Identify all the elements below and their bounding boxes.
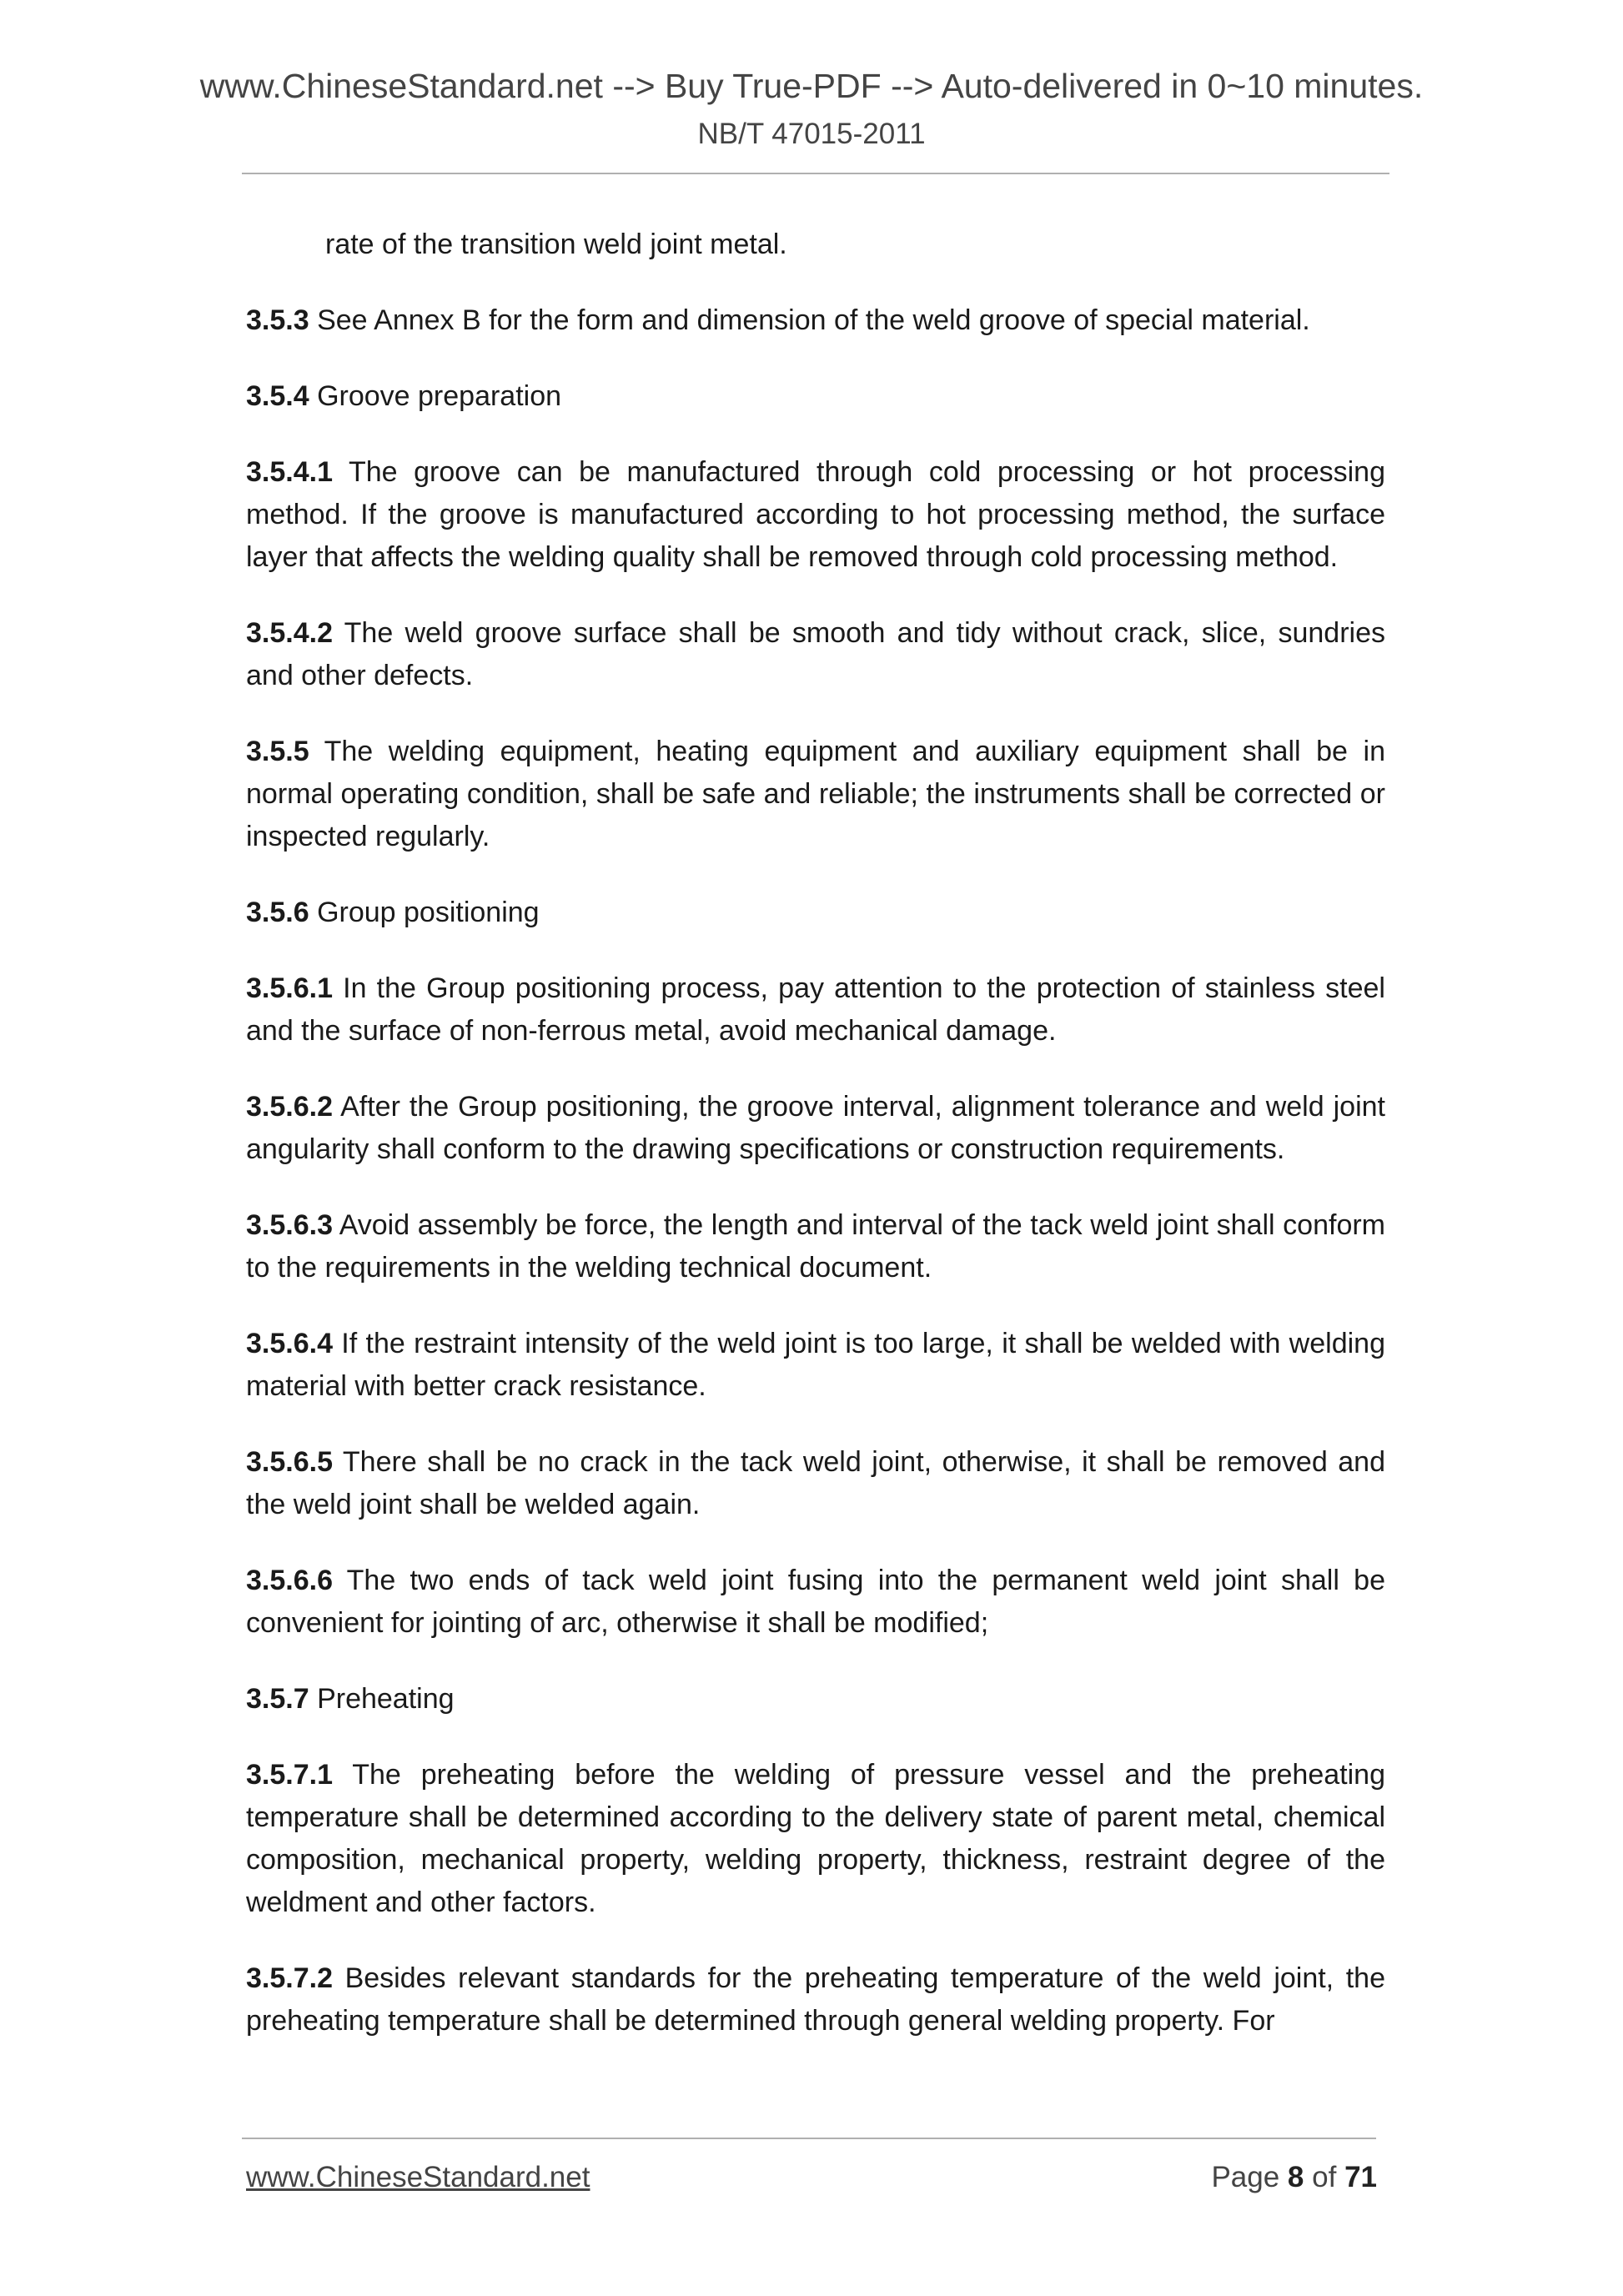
clause-text: Besides relevant standards for the preheating temperature of the weld joint, the preheating temperature shall be determined through general welding property. For — [246, 1962, 1385, 2037]
clause-number: 3.5.4 — [246, 380, 309, 412]
clause-number: 3.5.6.3 — [246, 1209, 333, 1241]
clause-text: See Annex B for the form and dimension of the weld groove of special material. — [317, 304, 1310, 336]
footer-divider — [242, 2138, 1376, 2139]
clause-3-5-6 — [246, 892, 1385, 934]
clause-text: Preheating — [317, 1683, 455, 1715]
clause-3-5-4 — [246, 375, 1385, 418]
clause-number: 3.5.6 — [246, 897, 309, 928]
header-divider — [242, 173, 1389, 174]
clause-text: Group positioning — [317, 897, 540, 928]
clause-number: 3.5.3 — [246, 304, 309, 336]
clause-number: 3.5.5 — [246, 736, 309, 767]
clause-number: 3.5.4.2 — [246, 617, 333, 649]
page-total: 71 — [1344, 2161, 1377, 2193]
clause-number: 3.5.6.5 — [246, 1446, 333, 1478]
clause-3-5-6-6 — [246, 1560, 1385, 1645]
clause-text: The welding equipment, heating equipment and auxiliary equipment shall be in normal operating condition, shall be safe and reliable; the instruments shall be corrected or inspected regularly. — [246, 736, 1385, 852]
page-indicator — [1211, 2160, 1377, 2195]
clause-number: 3.5.7.1 — [246, 1759, 333, 1791]
clause-3-5-6-4 — [246, 1323, 1385, 1408]
clause-text: Avoid assembly be force, the length and interval of the tack weld joint shall conform to the requirements in the welding technical document. — [246, 1209, 1386, 1284]
clause-3-5-6-5 — [246, 1441, 1385, 1526]
clause-text: After the Group positioning, the groove interval, alignment tolerance and weld joint angularity shall conform to the drawing specifications or construction requirements. — [246, 1091, 1385, 1165]
clause-3-5-7 — [246, 1678, 1385, 1721]
clause-text: The groove can be manufactured through cold processing or hot processing method. If the groove is manufactured according to hot processing method, the surface layer that affects the welding quality shall be removed through cold processing method. — [246, 456, 1385, 573]
clause-number: 3.5.6.1 — [246, 972, 333, 1004]
clause-text: Groove preparation — [317, 380, 562, 412]
document-body — [246, 224, 1385, 2076]
clause-number: 3.5.7.2 — [246, 1962, 333, 1994]
footer-site-link[interactable]: www.ChineseStandard.net — [246, 2161, 590, 2193]
clause-3-5-7-2 — [246, 1957, 1385, 2042]
clause-3-5-6-2 — [246, 1086, 1385, 1171]
clause-text: The two ends of tack weld joint fusing into the permanent weld joint shall be convenient for jointing of arc, otherwise it shall be modified; — [246, 1565, 1385, 1639]
clause-text: In the Group positioning process, pay attention to the protection of stainless steel and the surface of non-ferrous metal, avoid mechanical damage. — [246, 972, 1385, 1047]
clause-3-5-5 — [246, 731, 1385, 858]
clause-number: 3.5.6.4 — [246, 1328, 333, 1359]
clause-number: 3.5.6.6 — [246, 1565, 333, 1596]
clause-number: 3.5.7 — [246, 1683, 309, 1715]
page-of: of — [1312, 2161, 1337, 2193]
clause-number: 3.5.4.1 — [246, 456, 333, 488]
standard-code: NB/T 47015-2011 — [697, 118, 926, 150]
clause-number: 3.5.6.2 — [246, 1091, 333, 1123]
clause-text: The weld groove surface shall be smooth and tidy without crack, slice, sundries and other defects. — [246, 617, 1385, 691]
clause-3-5-4-1 — [246, 451, 1385, 579]
header-banner: www.ChineseStandard.net --> Buy True-PDF --> Auto-delivered in 0~10 minutes. — [199, 67, 1424, 105]
clause-3-5-6-1 — [246, 967, 1385, 1053]
clause-3-5-4-2 — [246, 612, 1385, 697]
clause-text: There shall be no crack in the tack weld joint, otherwise, it shall be removed and the weld joint shall be welded again. — [246, 1446, 1385, 1520]
page-current: 8 — [1287, 2161, 1304, 2193]
continuation-text: rate of the transition weld joint metal. — [325, 229, 787, 260]
clause-3-5-7-1 — [246, 1754, 1385, 1924]
clause-text: The preheating before the welding of pressure vessel and the preheating temperature shall be determined according to the delivery state of parent metal, chemical composition, mechanical property, welding property, thickness, restraint degree of the weldment and other factors. — [246, 1759, 1385, 1918]
page-prefix: Page — [1211, 2161, 1280, 2193]
clause-3-5-6-3 — [246, 1204, 1385, 1289]
clause-text: If the restraint intensity of the weld joint is too large, it shall be welded with welding material with better crack resistance. — [246, 1328, 1385, 1402]
clause-3-5-3 — [246, 299, 1385, 342]
